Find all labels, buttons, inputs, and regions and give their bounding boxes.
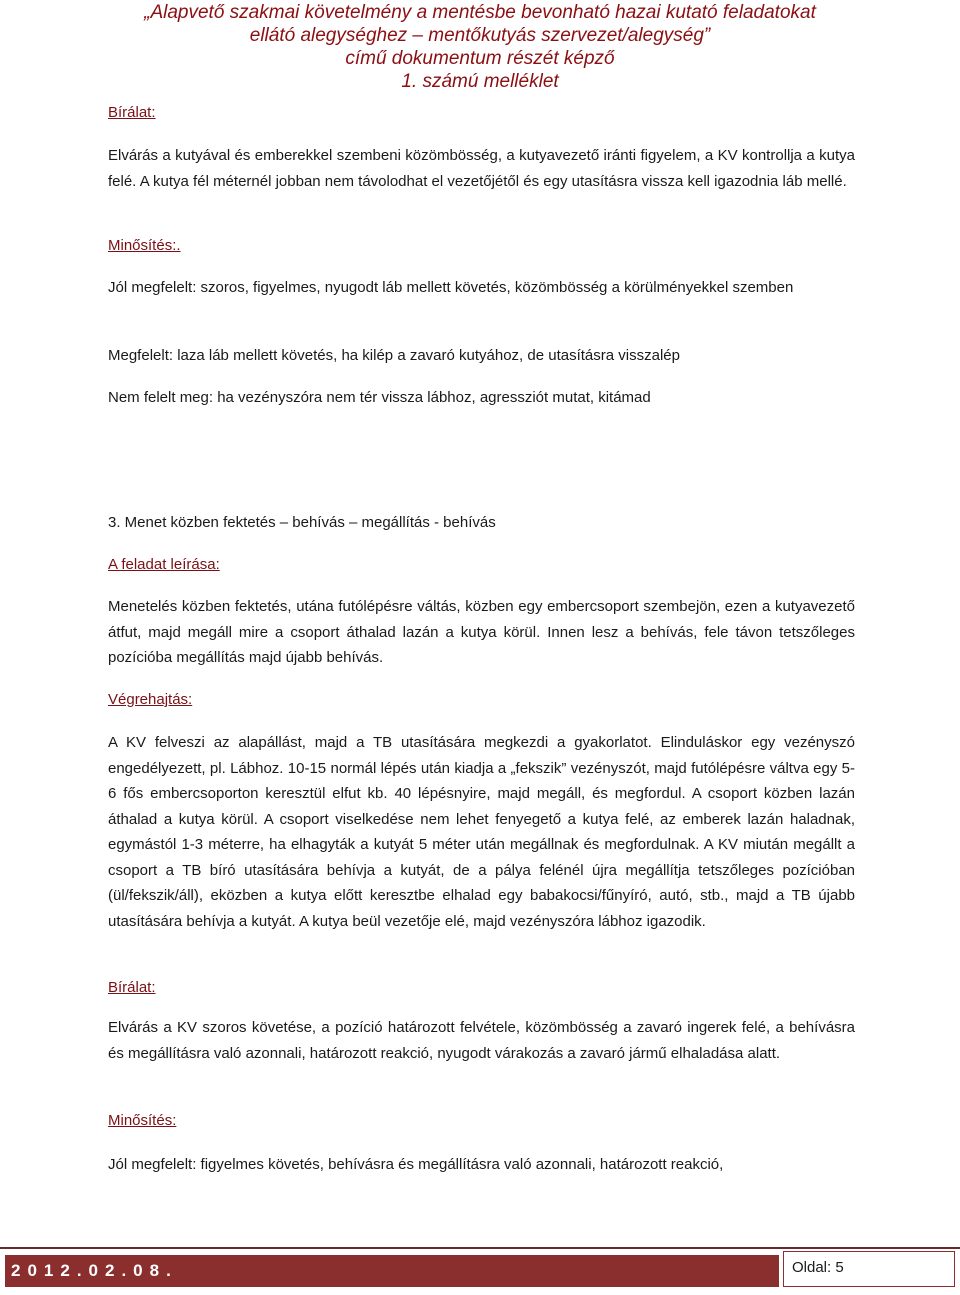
birdlat-text-2: Elvárás a KV szoros követése, a pozíció határozott felvétele, közömbösség a zavaró ingerek felé, a behívásra és megállításra való azonnali, határozott reakció, nyugodt várakozás a zavaró jármű elhaladása alatt. [108,1019,855,1062]
vegrehajtas-text: A KV felveszi az alapállást, majd a TB utasítására megkezdi a gyakorlatot. Elinduláskor egy vezényszó engedélyezett, pl. Lábhoz. 10-15 normál lépés után kiadja a „fekszik” vezényszót, majd futólépésre váltva egy 5-6 fős embercsoporton keresztül elfut kb. 40 lépésnyire, majd megáll, és megfordul. A csoport közben lazán áthalad a kutya körül. A csoport viselkedése nem lehet fenyegető a kutya felé, az emberek lazán haladnak, egymástól 1-3 méterre, ha elhagyták a kutyát 5 méter után megállnak és megfordulnak. A KV miután megállt a csoport a TB bíró utasítására behívja a kutyát, de a pálya felénél újra megállítja tetszőleges pozícióban (ül/fekszik/áll), eközben a kutya előtt keresztbe elhalad egy babakocsi/fűnyíró, autó, stb., majd a TB újabb utasítására behívja a kutyát. A kutya beül vezetője elé, majd vezényszóra lábhoz igazodik. [108,734,855,930]
feladat-label: A feladat leírása: [108,556,220,573]
nem-felelt-meg-text: Nem felelt meg: ha vezényszóra nem tér vissza lábhoz, agressziót mutat, kitámad [108,389,651,406]
birdlat-text-1: Elvárás a kutyával és emberekkel szembeni közömbösség, a kutyavezető iránti figyelem, a KV kontrollja a kutya felé. A kutya fél méternél jobban nem távolodhat el vezetőjétől és egy utasításra vissza kell igazodnia láb mellé. [108,147,855,190]
jol-megfelelt-text-1: Jól megfelelt: szoros, figyelmes, nyugodt láb mellett követés, közömbösség a körülményekkel szemben [108,279,794,296]
footer-divider [0,1247,960,1249]
section-3-title: 3. Menet közben fektetés – behívás – megállítás - behívás [108,514,496,531]
minosites-label-1: Minősítés:. [108,237,181,254]
footer-date: 2012.02.08. [5,1255,779,1287]
header-line-2: ellátó alegységhez – mentőkutyás szervezet/alegység” [249,25,711,46]
jol-megfelelt-text-2: Jól megfelelt: figyelmes követés, behívásra és megállításra való azonnali, határozott reakció, [108,1156,724,1173]
birdlat-label-1: Bírálat: [108,104,156,121]
header-line-3: című dokumentum részét képző [345,48,615,69]
megfelelt-text: Megfelelt: laza láb mellett követés, ha kilép a zavaró kutyához, de utasításra visszalép [108,347,680,364]
vegrehajtas-label: Végrehajtás: [108,691,193,708]
minosites-label-2: Minősítés: [108,1112,177,1129]
document-header [0,0,960,93]
birdlat-label-2: Bírálat: [108,979,156,996]
header-line-1: „Alapvető szakmai követelmény a mentésbe bevonható hazai kutató feladatokat [144,2,816,23]
header-line-4: 1. számú melléklet [401,71,559,92]
page-footer [0,1247,960,1295]
page-number: Oldal: 5 [783,1251,955,1287]
feladat-text: Menetelés közben fektetés, utána futólépésre váltás, közben egy embercsoport szembejön, ezen a kutyavezető átfut, majd megáll mire a csoport áthalad lazán a kutya körül. Innen lesz a behívás, fele távon tetszőleges pozícióba megállítás majd újabb behívás. [108,598,855,666]
